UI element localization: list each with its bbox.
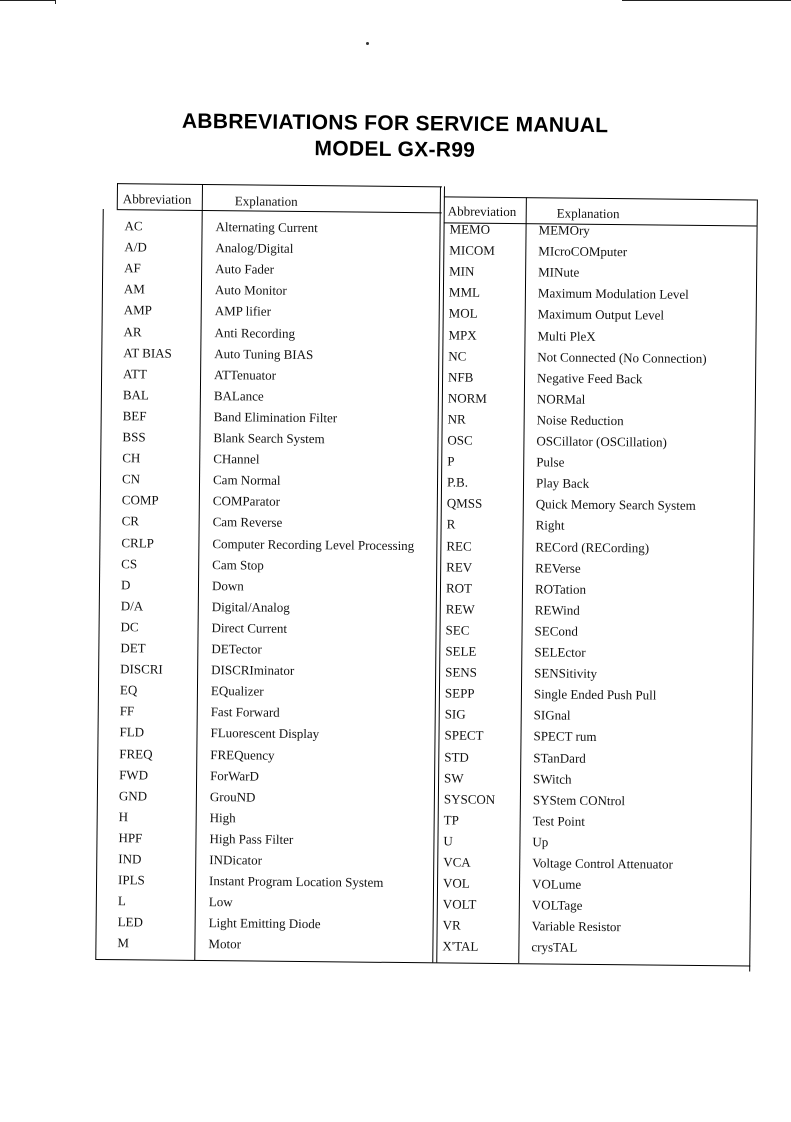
explanation-cell: INDicator [209, 852, 263, 868]
abbreviation-cell: VOL [442, 875, 470, 891]
abbreviation-cell: H [118, 808, 129, 825]
scan-speck [366, 42, 369, 45]
explanation-cell: Negative Feed Back [537, 370, 643, 387]
left-border-rule [117, 183, 118, 209]
explanation-cell: COMParator [212, 493, 281, 510]
explanation-cell: SYStem CONtrol [532, 791, 626, 808]
abbreviation-cell: NFB [448, 369, 474, 385]
explanation-cell: Voltage Control Attenuator [532, 855, 673, 872]
left-header-top-rule [117, 183, 442, 187]
explanation-cell: DETector [211, 641, 262, 657]
explanation-cell: crysTAL [531, 939, 578, 956]
abbreviation-cell: AT BIAS [123, 344, 172, 361]
abbreviation-cell: MIN [449, 263, 475, 279]
explanation-cell: High Pass Filter [209, 830, 294, 847]
abbreviation-cell: NC [448, 348, 467, 364]
abbreviation-cell: BSS [122, 429, 146, 445]
explanation-cell: RECord (RECording) [535, 538, 650, 555]
abbreviation-cell: CH [122, 450, 141, 466]
explanation-cell: Fast Forward [210, 704, 280, 721]
abbreviation-cell: SIG [444, 706, 466, 722]
right-header-explanation: Explanation [556, 205, 620, 222]
explanation-cell: SELEctor [534, 644, 586, 660]
explanation-cell: STanDard [533, 749, 586, 766]
abbreviation-cell: D [120, 576, 131, 592]
abbreviation-cell: VR [442, 917, 461, 933]
abbreviation-cell: DISCRI [120, 661, 163, 677]
title-line-1: ABBREVIATIONS FOR SERVICE MANUAL [181, 109, 609, 138]
scan-edge-top-left-tick [55, 0, 56, 4]
explanation-cell: Quick Memory Search System [535, 496, 696, 514]
abbreviation-cell: MEMO [449, 221, 491, 237]
abbreviation-cell: BAL [122, 387, 149, 403]
explanation-cell: SWitch [533, 770, 572, 787]
abbreviation-cell: P.B. [446, 474, 469, 490]
abbreviation-cell: AC [124, 218, 143, 234]
abbreviation-cell: CS [121, 555, 138, 571]
abbreviation-cell: IPLS [117, 872, 145, 888]
abbreviation-cell: VCA [443, 854, 471, 870]
explanation-cell: Digital/Analog [211, 598, 290, 615]
explanation-cell: Cam Normal [212, 472, 281, 488]
explanation-cell: Test Point [532, 813, 585, 829]
explanation-cell: Low [208, 894, 233, 910]
abbreviation-cell: SPECT [444, 727, 484, 744]
explanation-cell: ROTation [534, 581, 587, 597]
abbreviations-table [95, 183, 755, 969]
abbreviation-cell: NR [447, 411, 466, 427]
right-column-divider [518, 197, 527, 963]
abbreviation-cell: BEF [122, 408, 147, 424]
abbreviation-cell: HPF [118, 830, 143, 846]
explanation-cell: Pulse [536, 454, 565, 470]
abbreviation-cell: COMP [121, 492, 159, 508]
explanation-cell: Analog/Digital [215, 240, 294, 256]
abbreviation-cell: AR [123, 323, 142, 339]
explanation-cell: Up [532, 834, 549, 850]
explanation-cell: Anti Recording [214, 324, 296, 341]
abbreviation-cell: AF [124, 260, 141, 276]
explanation-cell: EQualizer [210, 683, 264, 699]
explanation-cell: VOLTage [531, 897, 583, 913]
abbreviation-cell: FF [119, 703, 135, 719]
explanation-cell: Maximum Output Level [537, 306, 665, 323]
abbreviation-cell: ATT [123, 365, 148, 382]
explanation-cell: Maximum Modulation Level [537, 285, 689, 303]
right-header-abbreviation: Abbreviation [447, 203, 517, 220]
explanation-cell: Right [535, 517, 565, 533]
explanation-cell: Play Back [535, 475, 590, 492]
abbreviation-cell: QMSS [446, 495, 483, 512]
abbreviation-cell: AMP [123, 302, 152, 318]
abbreviation-cell: SW [444, 770, 464, 786]
explanation-cell: BALance [213, 387, 264, 404]
explanation-cell: DISCRIminator [211, 662, 295, 679]
abbreviation-cell: MOL [448, 305, 478, 322]
explanation-cell: Alternating Current [215, 219, 318, 236]
abbreviation-cell: CRLP [121, 534, 155, 551]
abbreviation-cell: FWD [119, 766, 149, 783]
explanation-cell: VOLume [531, 876, 582, 892]
abbreviation-cell: STD [444, 748, 469, 765]
explanation-cell: Light Emitting Diode [208, 915, 321, 932]
explanation-cell: Blank Search System [213, 430, 325, 447]
abbreviation-cell: FREQ [119, 745, 153, 762]
abbreviation-cell: P [447, 453, 455, 469]
explanation-cell: Direct Current [211, 619, 288, 636]
explanation-cell: High [209, 809, 236, 826]
abbreviation-cell: LED [117, 914, 144, 930]
title-line-2: MODEL GX-R99 [314, 137, 476, 162]
explanation-cell: Down [211, 577, 244, 594]
abbreviation-cell: REC [446, 537, 472, 554]
abbreviation-cell: IND [118, 851, 142, 867]
explanation-cell: CHannel [213, 451, 260, 467]
abbreviation-cell: M [117, 935, 130, 951]
abbreviation-cell: VOLT [442, 896, 477, 912]
abbreviation-cell: SYSCON [443, 791, 496, 807]
right-header-bottom-rule [444, 222, 757, 226]
abbreviation-cell: NORM [447, 390, 487, 406]
page-title [0, 107, 791, 166]
explanation-cell: SECond [534, 623, 578, 639]
scan-edge-top-right [622, 0, 791, 1]
explanation-cell: ForWarD [210, 767, 259, 784]
abbreviation-cell: ROT [445, 580, 473, 596]
explanation-cell: FLuorescent Display [210, 725, 320, 742]
abbreviation-cell: U [443, 833, 453, 849]
explanation-cell: SIGnal [533, 707, 571, 723]
abbreviation-cell: CR [121, 513, 140, 529]
explanation-cell: Not Connected (No Connection) [537, 348, 707, 366]
explanation-cell: Cam Reverse [212, 514, 283, 531]
abbreviation-cell: CN [121, 471, 141, 487]
abbreviation-cell: SELE [445, 643, 477, 659]
left-column-divider [194, 184, 203, 960]
abbreviation-cell: SEC [445, 622, 470, 638]
abbreviation-cell: L [117, 893, 126, 909]
right-border-rule [749, 200, 758, 972]
abbreviation-cell: A/D [124, 239, 147, 255]
explanation-cell: Motor [208, 936, 242, 952]
abbreviation-cell: D/A [120, 597, 144, 614]
scan-edge-top-left [0, 0, 56, 1]
explanation-cell: SPECT rum [533, 728, 597, 745]
explanation-cell: GrouND [209, 788, 256, 805]
explanation-cell: Variable Resistor [531, 918, 621, 935]
explanation-cell: MEMOry [538, 222, 590, 238]
right-header-top-rule [444, 196, 757, 200]
explanation-cell: SENSitivity [534, 665, 598, 682]
explanation-cell: MINute [538, 264, 580, 280]
explanation-cell: REWind [534, 602, 580, 618]
explanation-cell: Band Elimination Filter [213, 409, 338, 426]
abbreviation-cell: MICOM [449, 242, 495, 258]
abbreviation-cell: X'TAL [442, 938, 479, 955]
left-header-bottom-rule [117, 209, 442, 213]
abbreviation-cell: TP [443, 812, 459, 828]
explanation-cell: Multi PleX [537, 327, 596, 344]
table-bottom-rule [95, 959, 750, 967]
left-header-explanation: Explanation [234, 193, 298, 209]
explanation-cell: Auto Tuning BIAS [214, 345, 314, 362]
abbreviation-cell: FLD [119, 724, 145, 740]
explanation-cell: Single Ended Push Pull [533, 686, 657, 703]
explanation-cell: Noise Reduction [536, 412, 624, 429]
abbreviation-cell: REV [446, 559, 473, 575]
abbreviation-cell: R [446, 516, 456, 532]
abbreviation-cell: EQ [119, 682, 138, 698]
abbreviation-cell: DET [120, 640, 146, 656]
explanation-cell: Auto Monitor [214, 282, 287, 299]
explanation-cell: Computer Recording Level Processing [212, 535, 415, 553]
abbreviation-cell: REW [445, 601, 475, 617]
explanation-cell: OSCillator (OSCillation) [536, 433, 667, 450]
abbreviation-cell: MML [448, 284, 481, 301]
explanation-cell: Auto Fader [215, 261, 275, 277]
explanation-cell: AMP lifier [214, 303, 272, 320]
left-header-abbreviation: Abbreviation [122, 191, 192, 207]
explanation-cell: ATTenuator [214, 366, 277, 383]
abbreviation-cell: SEPP [444, 685, 475, 701]
explanation-cell: FREQuency [210, 746, 275, 763]
abbreviation-cell: GND [118, 787, 148, 804]
abbreviation-cell: OSC [447, 432, 473, 448]
abbreviation-cell: DC [120, 619, 139, 635]
explanation-cell: Cam Stop [212, 556, 264, 573]
explanation-cell: Instant Program Location System [208, 873, 384, 890]
left-border-lower-rule [95, 209, 103, 959]
abbreviation-cell: SENS [445, 664, 478, 680]
explanation-cell: MIcroCOMputer [538, 243, 628, 260]
abbreviation-cell: AM [123, 281, 145, 297]
explanation-cell: NORMal [536, 391, 586, 407]
explanation-cell: REVerse [535, 559, 581, 576]
abbreviation-cell: MPX [448, 326, 477, 343]
